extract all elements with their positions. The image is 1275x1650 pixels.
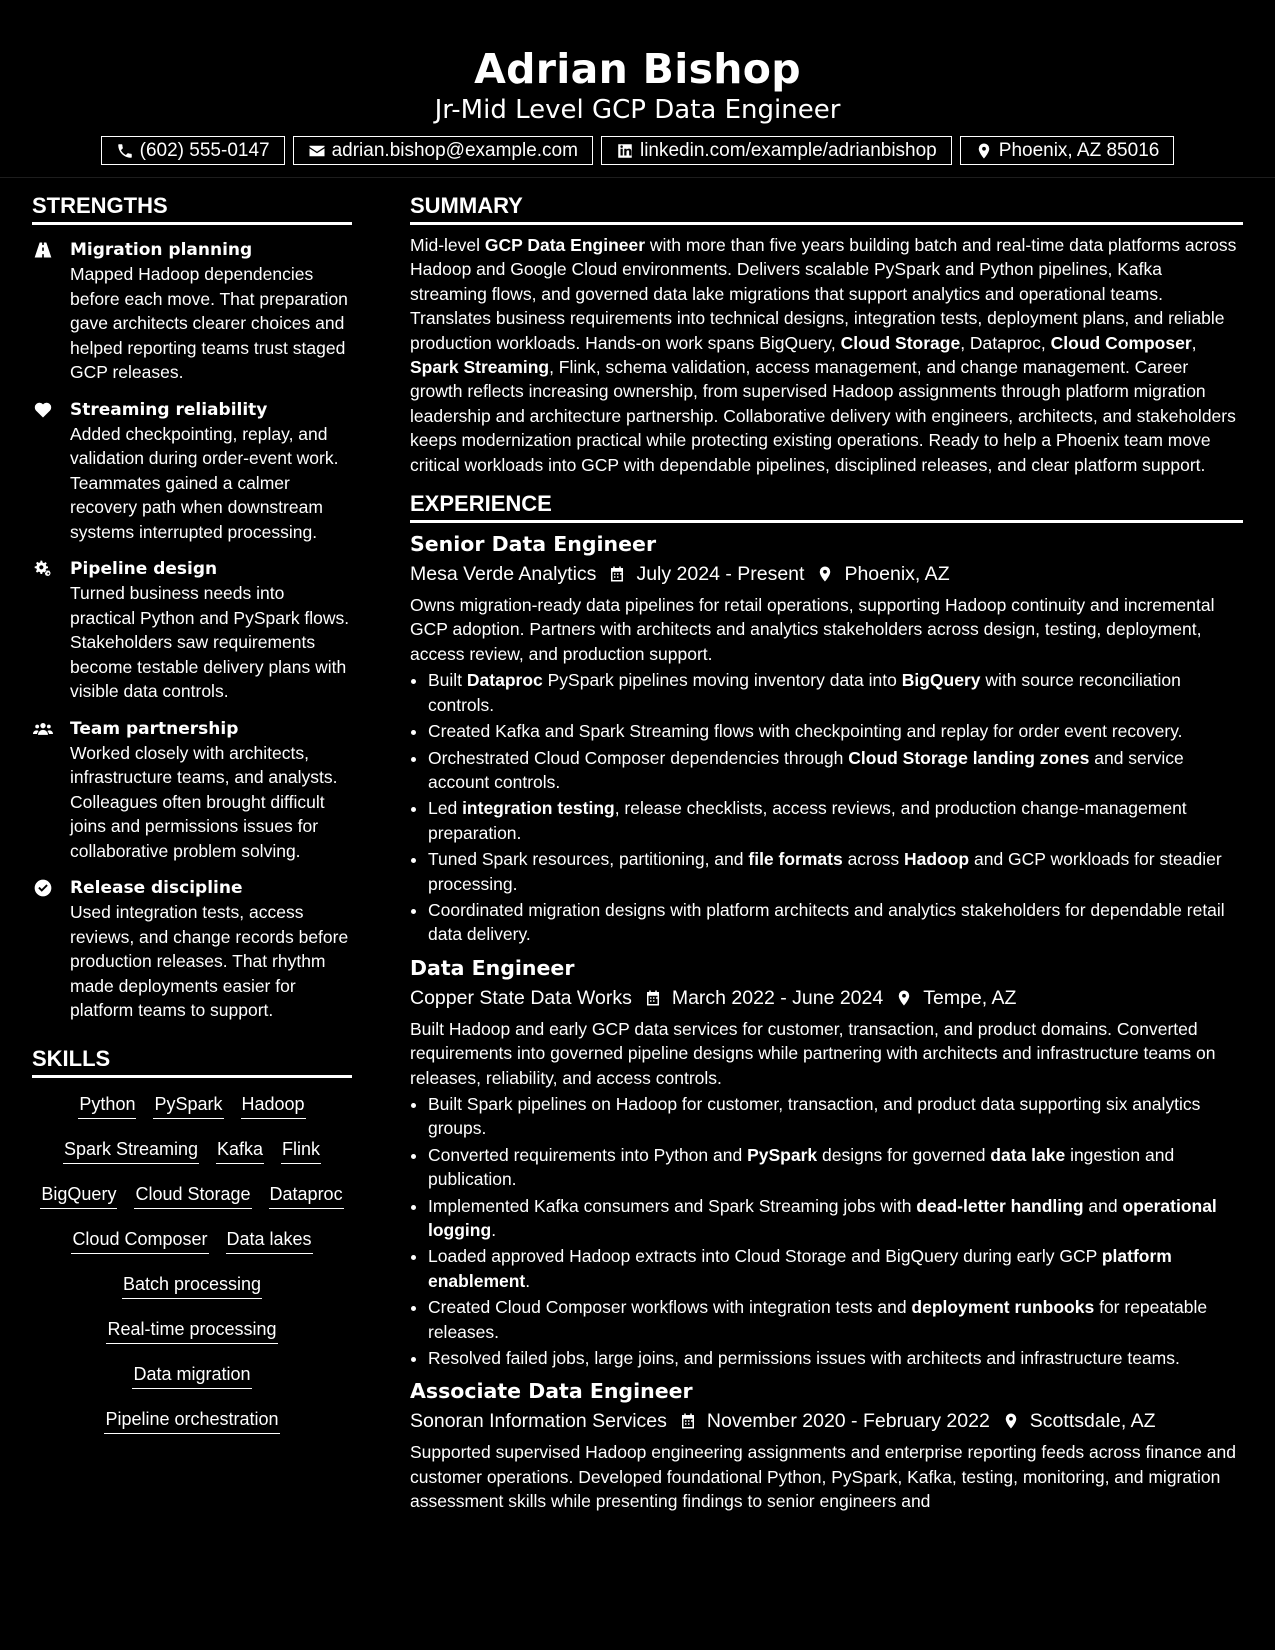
text-run: across (842, 849, 904, 870)
skill-tag: Cloud Storage (134, 1182, 251, 1209)
skill-tag: Cloud Composer (71, 1227, 208, 1254)
text-run: Implemented Kafka consumers and Spark Streaming jobs with (428, 1195, 917, 1216)
job-entry (410, 529, 1243, 947)
job-meta (410, 1406, 1243, 1436)
strength-body (70, 398, 352, 545)
skill-tag: PySpark (153, 1092, 223, 1119)
strength-description: Turned business needs into practical Python and PySpark flows. Stakeholders saw requirements become testable delivery plans with visible data controls. (70, 583, 350, 701)
job-bullets (410, 668, 1243, 946)
strength-title: Streaming reliability (70, 399, 268, 420)
strength-item (32, 557, 352, 704)
candidate-name: Adrian Bishop (474, 45, 801, 93)
strength-body (70, 557, 352, 704)
bold-text: Dataproc (466, 670, 543, 691)
text-run: . (525, 1270, 531, 1291)
job-bullet (428, 1092, 1243, 1141)
text-run: Built (428, 670, 467, 691)
job-entry (410, 953, 1243, 1371)
phone-icon (116, 142, 134, 160)
job-bullets (410, 1092, 1243, 1370)
text-run: Tuned Spark resources, partitioning, and (428, 849, 749, 870)
bold-text: GCP Data Engineer (484, 235, 646, 255)
strength-item (32, 238, 352, 385)
bold-text: integration testing (462, 798, 615, 819)
text-run: Resolved failed jobs, large joins, and permissions issues with architects and infrastructure teams. (428, 1348, 1180, 1369)
bold-text: Cloud Storage landing zones (848, 747, 1090, 768)
contact-item[interactable] (601, 136, 952, 165)
skill-row (32, 1137, 352, 1182)
job-bullet (428, 847, 1243, 896)
text-run: Mid-level (410, 235, 485, 255)
map-pin-icon (804, 564, 844, 584)
bold-text: PySpark (747, 1144, 818, 1165)
skill-row (32, 1317, 352, 1362)
calendar-icon (596, 564, 636, 584)
job-bullet (428, 1244, 1243, 1293)
skill-row (32, 1272, 352, 1317)
job-title: Data Engineer (410, 955, 575, 980)
job-dates: March 2022 - June 2024 (671, 986, 884, 1009)
skill-tag: Data lakes (226, 1227, 313, 1254)
skill-tag: Real-time processing (106, 1317, 277, 1344)
bold-text: data lake (990, 1144, 1066, 1165)
envelope-icon (308, 142, 326, 160)
text-run: and service account controls. (428, 747, 1184, 792)
map-pin-icon (975, 142, 993, 160)
strength-description: Worked closely with architects, infrastructure teams, and analysts. Colleagues often brought difficult joins and permissions issues for collaborative problem solving. (70, 742, 338, 861)
strength-title: Release discipline (70, 878, 243, 898)
company-name: Sonoran Information Services (410, 1410, 667, 1433)
text-run: ingestion and publication. (428, 1144, 1175, 1190)
skill-tag: Kafka (216, 1137, 264, 1164)
skill-tag: Dataproc (269, 1182, 344, 1209)
strength-body (70, 876, 352, 1023)
job-bullet (428, 746, 1243, 795)
skill-tag: Data migration (132, 1362, 251, 1389)
skill-tag: Hadoop (241, 1092, 306, 1119)
job-description: Supported supervised Hadoop engineering assignments and enterprise reporting feeds across finance and customer operations. Developed foundational Python, PySpark, Kafka, testing, monitoring, and migration assessment skills while presenting findings to senior engineers and (410, 1442, 1236, 1512)
job-bullet (428, 898, 1243, 947)
job-bullet (428, 719, 1243, 743)
experience-heading: EXPERIENCE (410, 490, 1243, 523)
job-entry (410, 1376, 1243, 1513)
job-bullet (428, 1295, 1243, 1344)
strength-body (70, 238, 352, 385)
strength-title: Migration planning (70, 240, 253, 260)
job-meta (410, 559, 1243, 589)
job-meta (410, 983, 1243, 1013)
left-column (32, 178, 352, 1514)
bold-text: deployment runbooks (911, 1297, 1095, 1318)
contact-bar (0, 136, 1275, 165)
job-location: Scottsdale, AZ (1029, 1410, 1156, 1433)
check-circle-icon (32, 876, 54, 1023)
text-run: with more than five years building batch and real-time data platforms across Hadoop and Google Cloud environments. Delivers scalable PySpark and Python pipelines, Kafka streaming flows, and governed data lake migrations that support analytics and operational teams. Translates business requirements into technical designs, integration tests, deployment plans, and reliable production workloads. Hands-on work spans BigQuery, (410, 235, 1237, 353)
bold-text: Spark Streaming (410, 357, 550, 378)
calendar-icon (632, 988, 672, 1008)
resume-header (0, 0, 1275, 178)
skill-row (32, 1362, 352, 1407)
strength-body (70, 717, 352, 864)
job-dates: July 2024 - Present (636, 563, 805, 586)
text-run: Converted requirements into Python and (428, 1144, 748, 1165)
skill-row (32, 1092, 352, 1137)
skill-tag: Python (78, 1092, 136, 1119)
skill-row (32, 1182, 352, 1227)
company-name: Copper State Data Works (410, 986, 632, 1009)
text-run: Led (428, 798, 463, 819)
contact-text: (602) 555-0147 (139, 139, 270, 161)
text-run: Coordinated migration designs with platform architects and analytics stakeholders for dependable retail data delivery. (428, 899, 1225, 945)
text-run: , Dataproc, (960, 332, 1051, 353)
users-icon (32, 717, 54, 864)
bold-text: file formats (748, 849, 843, 870)
job-bullet (428, 1143, 1243, 1192)
strength-title: Pipeline design (70, 559, 218, 579)
text-run: PySpark pipelines moving inventory data into (542, 670, 902, 691)
text-run: , (1191, 332, 1197, 353)
strength-item (32, 876, 352, 1023)
summary-heading: SUMMARY (410, 192, 1243, 225)
bold-text: platform enablement (428, 1246, 1172, 1291)
text-run: for repeatable releases. (428, 1297, 1208, 1342)
heart-icon (32, 398, 54, 545)
bold-text: dead-letter handling (916, 1195, 1084, 1216)
text-run: and (1083, 1195, 1123, 1216)
text-run: , Flink, schema validation, access management, and change management. Career growth reflects increasing ownership, from supervised Hadoop assignments through platform migration leadership and architecture partnership. Collaborative delivery with engineers, architects, and stakeholders keeps modernization practical while protecting existing operations. Ready to help a Phoenix team move critical workloads into GCP with dependable pipelines, disciplined releases, and clear platform support. (410, 357, 1236, 475)
map-pin-icon (883, 988, 923, 1008)
text-run: Created Cloud Composer workflows with integration tests and (428, 1297, 912, 1318)
contact-text: linkedin.com/example/adrianbishop (639, 139, 937, 161)
experience-list (410, 529, 1243, 1514)
calendar-icon (667, 1411, 707, 1431)
strength-item (32, 398, 352, 545)
strength-description: Mapped Hadoop dependencies before each move. That preparation gave architects clearer choices and helped reporting teams trust staged GCP releases. (70, 264, 348, 382)
bold-text: Cloud Storage (840, 332, 961, 353)
skill-tag: Pipeline orchestration (104, 1407, 279, 1434)
road-icon (32, 238, 54, 385)
bold-text: operational logging (428, 1195, 1217, 1240)
strengths-heading: STRENGTHS (32, 192, 352, 225)
job-description: Built Hadoop and early GCP data services for customer, transaction, and product domains. Converted requirements into governed pipeline designs while partnering with architects and infrastructure teams on releases, reliability, and access controls. (410, 1018, 1216, 1088)
job-title: Associate Data Engineer (410, 1379, 693, 1404)
text-run: with source reconciliation controls. (428, 670, 1181, 715)
contact-text: Phoenix, AZ 85016 (998, 139, 1160, 161)
text-run: designs for governed (817, 1144, 991, 1165)
contact-item[interactable] (960, 136, 1175, 165)
right-column (410, 178, 1243, 1514)
skill-tag: Flink (281, 1137, 321, 1164)
skill-row (32, 1227, 352, 1272)
strength-description: Added checkpointing, replay, and validation during order-event work. Teammates gained a calmer recovery path when downstream systems interrupted processing. (70, 423, 339, 542)
text-run: . (491, 1220, 497, 1240)
strength-title: Team partnership (70, 718, 239, 739)
job-description: Owns migration-ready data pipelines for retail operations, supporting Hadoop continuity and incremental GCP adoption. Partners with architects and analytics stakeholders across design, testing, deployment, access review, and production support. (410, 595, 1215, 664)
strength-description: Used integration tests, access reviews, and change records before production releases. That rhythm made deployments easier for platform teams to support. (70, 902, 349, 1020)
contact-item[interactable] (293, 136, 593, 165)
job-dates: November 2020 - February 2022 (706, 1410, 990, 1433)
skill-tag: BigQuery (40, 1182, 117, 1209)
skills-list (32, 1092, 352, 1452)
job-bullet (428, 796, 1243, 845)
job-location: Phoenix, AZ (844, 563, 950, 586)
strengths-list (32, 238, 352, 1023)
strength-item (32, 717, 352, 864)
skills-heading: SKILLS (32, 1045, 352, 1078)
bold-text: Cloud Composer (1050, 332, 1192, 353)
gears-icon (32, 557, 54, 704)
bold-text: BigQuery (901, 670, 981, 691)
summary-text (410, 233, 1243, 477)
text-run: Created Kafka and Spark Streaming flows with checkpointing and replay for order event recovery. (428, 721, 1183, 742)
candidate-title: Jr-Mid Level GCP Data Engineer (434, 95, 841, 125)
bold-text: Hadoop (903, 849, 970, 870)
company-name: Mesa Verde Analytics (410, 563, 597, 586)
skill-tag: Batch processing (122, 1272, 262, 1299)
text-run: and GCP workloads for steadier processing. (428, 849, 1222, 894)
text-run: Loaded approved Hadoop extracts into Cloud Storage and BigQuery during early GCP (428, 1246, 1102, 1267)
contact-text: adrian.bishop@example.com (331, 139, 578, 161)
linkedin-icon (616, 142, 634, 160)
text-run: , release checklists, access reviews, and production change-management preparation. (428, 798, 1187, 843)
job-bullet (428, 1194, 1243, 1243)
skill-row (32, 1407, 352, 1452)
job-bullet (428, 1346, 1243, 1370)
job-bullet (428, 668, 1243, 717)
text-run: Built Spark pipelines on Hadoop for customer, transaction, and product data supporting six analytics groups. (428, 1093, 1201, 1139)
contact-item[interactable] (101, 136, 285, 165)
job-location: Tempe, AZ (923, 986, 1017, 1009)
map-pin-icon (990, 1411, 1030, 1431)
job-title: Senior Data Engineer (410, 532, 657, 557)
text-run: Orchestrated Cloud Composer dependencies through (428, 747, 849, 768)
skill-tag: Spark Streaming (63, 1137, 199, 1164)
